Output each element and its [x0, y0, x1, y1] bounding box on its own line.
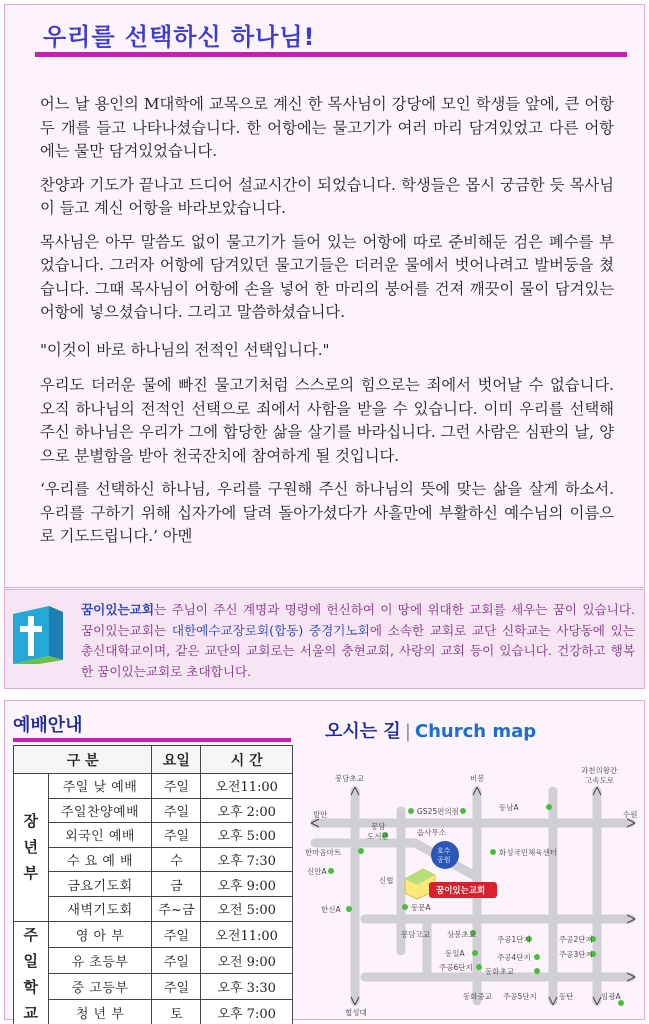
group-adult	[14, 774, 49, 922]
table-row	[14, 798, 293, 823]
service-name: 주일 낮 예배	[48, 774, 152, 799]
service-name: 영 아 부	[48, 921, 152, 947]
prayer-paragraph: ‘우리를 선택하신 하나님, 우리를 구원해 주신 하나님의 뜻에 맞는 삶을 살게 하소서. 우리를 구하기 위해 십자가에 달려 돌아가셨다가 사흘만에 부활하신 예수님의 이름으로 기도드립니다.’ 아멘	[40, 480, 614, 545]
map-label: 임광A	[601, 992, 621, 1001]
map-label: 호수	[437, 847, 451, 855]
map-label: 주공3단지	[559, 950, 593, 959]
service-title-underline	[13, 738, 291, 742]
map-label: 한마음마트	[305, 848, 342, 857]
map-title	[325, 717, 536, 743]
map-label: 신안A	[307, 867, 327, 876]
service-day: 주일	[152, 798, 201, 823]
service-table	[13, 745, 293, 1024]
service-day: 주일	[152, 974, 201, 1000]
paragraph: 목사님은 아무 말씀도 없이 물고기가 들어 있는 어항에 따로 준비해둔 검은 폐수를 부었습니다. 그러자 어항에 담겨있던 물고기들은 더러운 물에서 벗어나려고 발버둥을 쳤습니다. 그때 목사님이 어항에 손을 넣어 한 마리의 붕어를 건져 깨끗이 물이 담겨있는 어항에 넣으셨습니다. 그리고 말씀하셨습니다.	[40, 232, 614, 321]
map-label: 봉담고교	[401, 930, 430, 939]
quote-paragraph: "이것이 바로 하나님의 전적인 선택입니다."	[40, 340, 330, 359]
map-label: 화성국민체육센터	[499, 848, 557, 857]
service-time: 오후 3:30	[201, 974, 293, 1000]
service-day: 주일	[152, 947, 201, 973]
paragraph: 우리도 더러운 물에 빠진 물고기처럼 스스로의 힘으로는 죄에서 벗어날 수 없습니다. 오직 하나님의 전적인 선택으로 죄에서 사함을 받을 수 있습니다. 이미 우리를 선택해 주신 하나님은 우리가 그에 합당한 삶을 살기를 바라십니다. 그런 사람은 심판의 날, 양으로 분별함을 받아 천국잔치에 참여하게 될 것입니다.	[40, 376, 614, 465]
table-row	[14, 1000, 293, 1024]
map-label: 주공2단지	[559, 935, 593, 944]
table-row	[14, 774, 293, 799]
map-label: 동화초교	[485, 967, 514, 976]
table-row	[14, 921, 293, 947]
service-day: 수	[152, 847, 201, 872]
map-label: 주공1단지	[497, 935, 531, 944]
map-title-ko: 오시는 길	[325, 721, 401, 742]
map-label: 협성대	[345, 1008, 367, 1017]
service-time: 오후 2:00	[201, 798, 293, 823]
service-title: 예배안내	[13, 715, 83, 736]
map-label: 비봉	[470, 774, 485, 783]
service-time: 오전11:00	[201, 774, 293, 799]
service-name: 주일찬양예배	[48, 798, 152, 823]
header-time: 시 간	[201, 746, 293, 774]
service-name: 청 년 부	[48, 1000, 152, 1024]
map-label: 신협	[379, 876, 394, 885]
church-name: 꿈이있는교회	[81, 602, 154, 617]
service-name: 중 고등부	[48, 974, 152, 1000]
map-title-en: Church map	[414, 721, 537, 742]
map-label: 도서관	[367, 832, 389, 841]
table-row	[14, 847, 293, 872]
group-adult-label: 장 년 부	[23, 812, 39, 883]
service-name: 유 초등부	[48, 947, 152, 973]
group-sunday-school	[14, 921, 49, 1024]
title-underline	[35, 52, 627, 57]
paragraph: 어느 날 용인의 M대학에 교목으로 계신 한 목사님이 강당에 모인 학생들 앞에, 큰 어항 두 개를 들고 나타나셨습니다. 한 어항에는 물고기가 여러 마리 담겨있었고 다른 어항에는 물만 담겨있었습니다.	[40, 95, 614, 160]
article-panel	[4, 4, 645, 588]
map-label: 공원	[437, 856, 451, 864]
info-text-2: 에 소속한 교회로 교단 신학교는 사당동에 있는 총신대학교이며, 같은 교단의 교회로는 서울의 충현교회, 사랑의 교회 등이 있습니다. 건강하고 행복한 꿈이있는교회로 초대합니다.	[81, 622, 635, 679]
map-label: 동탄	[559, 992, 574, 1001]
service-day: 주일	[152, 823, 201, 848]
service-name: 외국인 예배	[48, 823, 152, 848]
map-label: 동문A	[411, 903, 431, 912]
service-time: 오전 9:00	[201, 947, 293, 973]
service-day: 주일	[152, 774, 201, 799]
map-label: 주공5단지	[503, 992, 537, 1001]
map-title-separator: |	[404, 721, 411, 742]
table-row	[14, 974, 293, 1000]
service-time: 오후 7:00	[201, 1000, 293, 1024]
table-row	[14, 896, 293, 921]
service-time: 오전11:00	[201, 921, 293, 947]
paragraph: 찬양과 기도가 끝나고 드디어 설교시간이 되었습니다. 학생들은 몹시 궁금한 듯 목사님이 들고 계신 어항을 바라보았습니다.	[40, 175, 614, 217]
service-time: 오전 5:00	[201, 896, 293, 921]
map-label: 발안	[313, 810, 328, 819]
map-label: 읍사무소	[417, 828, 446, 837]
service-name: 수 요 예 배	[48, 847, 152, 872]
map-label-church: 꿈이있는교회	[436, 886, 486, 896]
article-body	[40, 93, 614, 559]
header-day: 요일	[152, 746, 201, 774]
map-label: 상봉초교	[447, 930, 476, 939]
table-row	[14, 823, 293, 848]
service-name: 금요기도회	[48, 872, 152, 897]
service-time: 오후 5:00	[201, 823, 293, 848]
church-info-text	[81, 600, 635, 682]
map-label: 주공4단지	[497, 953, 531, 962]
bottom-panel	[4, 700, 645, 1023]
table-row	[14, 947, 293, 973]
map-label: 동화중교	[463, 992, 492, 1001]
church-info-band	[4, 589, 645, 689]
map-label: 주공6단지	[439, 963, 473, 972]
map-label: GS25편의점	[417, 807, 459, 816]
lake-park-marker	[431, 841, 459, 869]
map-label: 한신A	[321, 905, 341, 914]
info-text-1: 는 주님이 주신 계명과 명령에 헌신하여 이 땅에 위대한 교회를 세우는 꿈이 있습니다. 꿈이있는교회는	[81, 602, 635, 638]
map-label: 봉담	[371, 822, 386, 831]
denomination: 대한예수교장로회(합동) 중경기노회	[171, 622, 370, 638]
map-label: 봉담초교	[335, 774, 364, 783]
church-map	[305, 751, 641, 1017]
map-label: 과천의왕간	[581, 766, 618, 775]
service-day: 토	[152, 1000, 201, 1024]
header-category: 구 분	[14, 746, 152, 774]
service-day: 주~금	[152, 896, 201, 921]
table-header-row	[14, 746, 293, 774]
map-label: 수원	[623, 810, 638, 819]
service-time: 오후 9:00	[201, 872, 293, 897]
service-day: 금	[152, 872, 201, 897]
service-day: 주일	[152, 921, 201, 947]
article-title: 우리를 선택하신 하나님!	[43, 23, 316, 51]
table-row	[14, 872, 293, 897]
cross-icon	[13, 606, 63, 664]
map-label: 고속도로	[585, 776, 614, 785]
group-sunday-school-label: 주 일 학 교	[23, 925, 39, 1022]
service-name: 새벽기도회	[48, 896, 152, 921]
service-time: 오후 7:30	[201, 847, 293, 872]
map-label: 동남A	[499, 803, 519, 812]
map-label: 동일A	[445, 949, 465, 958]
